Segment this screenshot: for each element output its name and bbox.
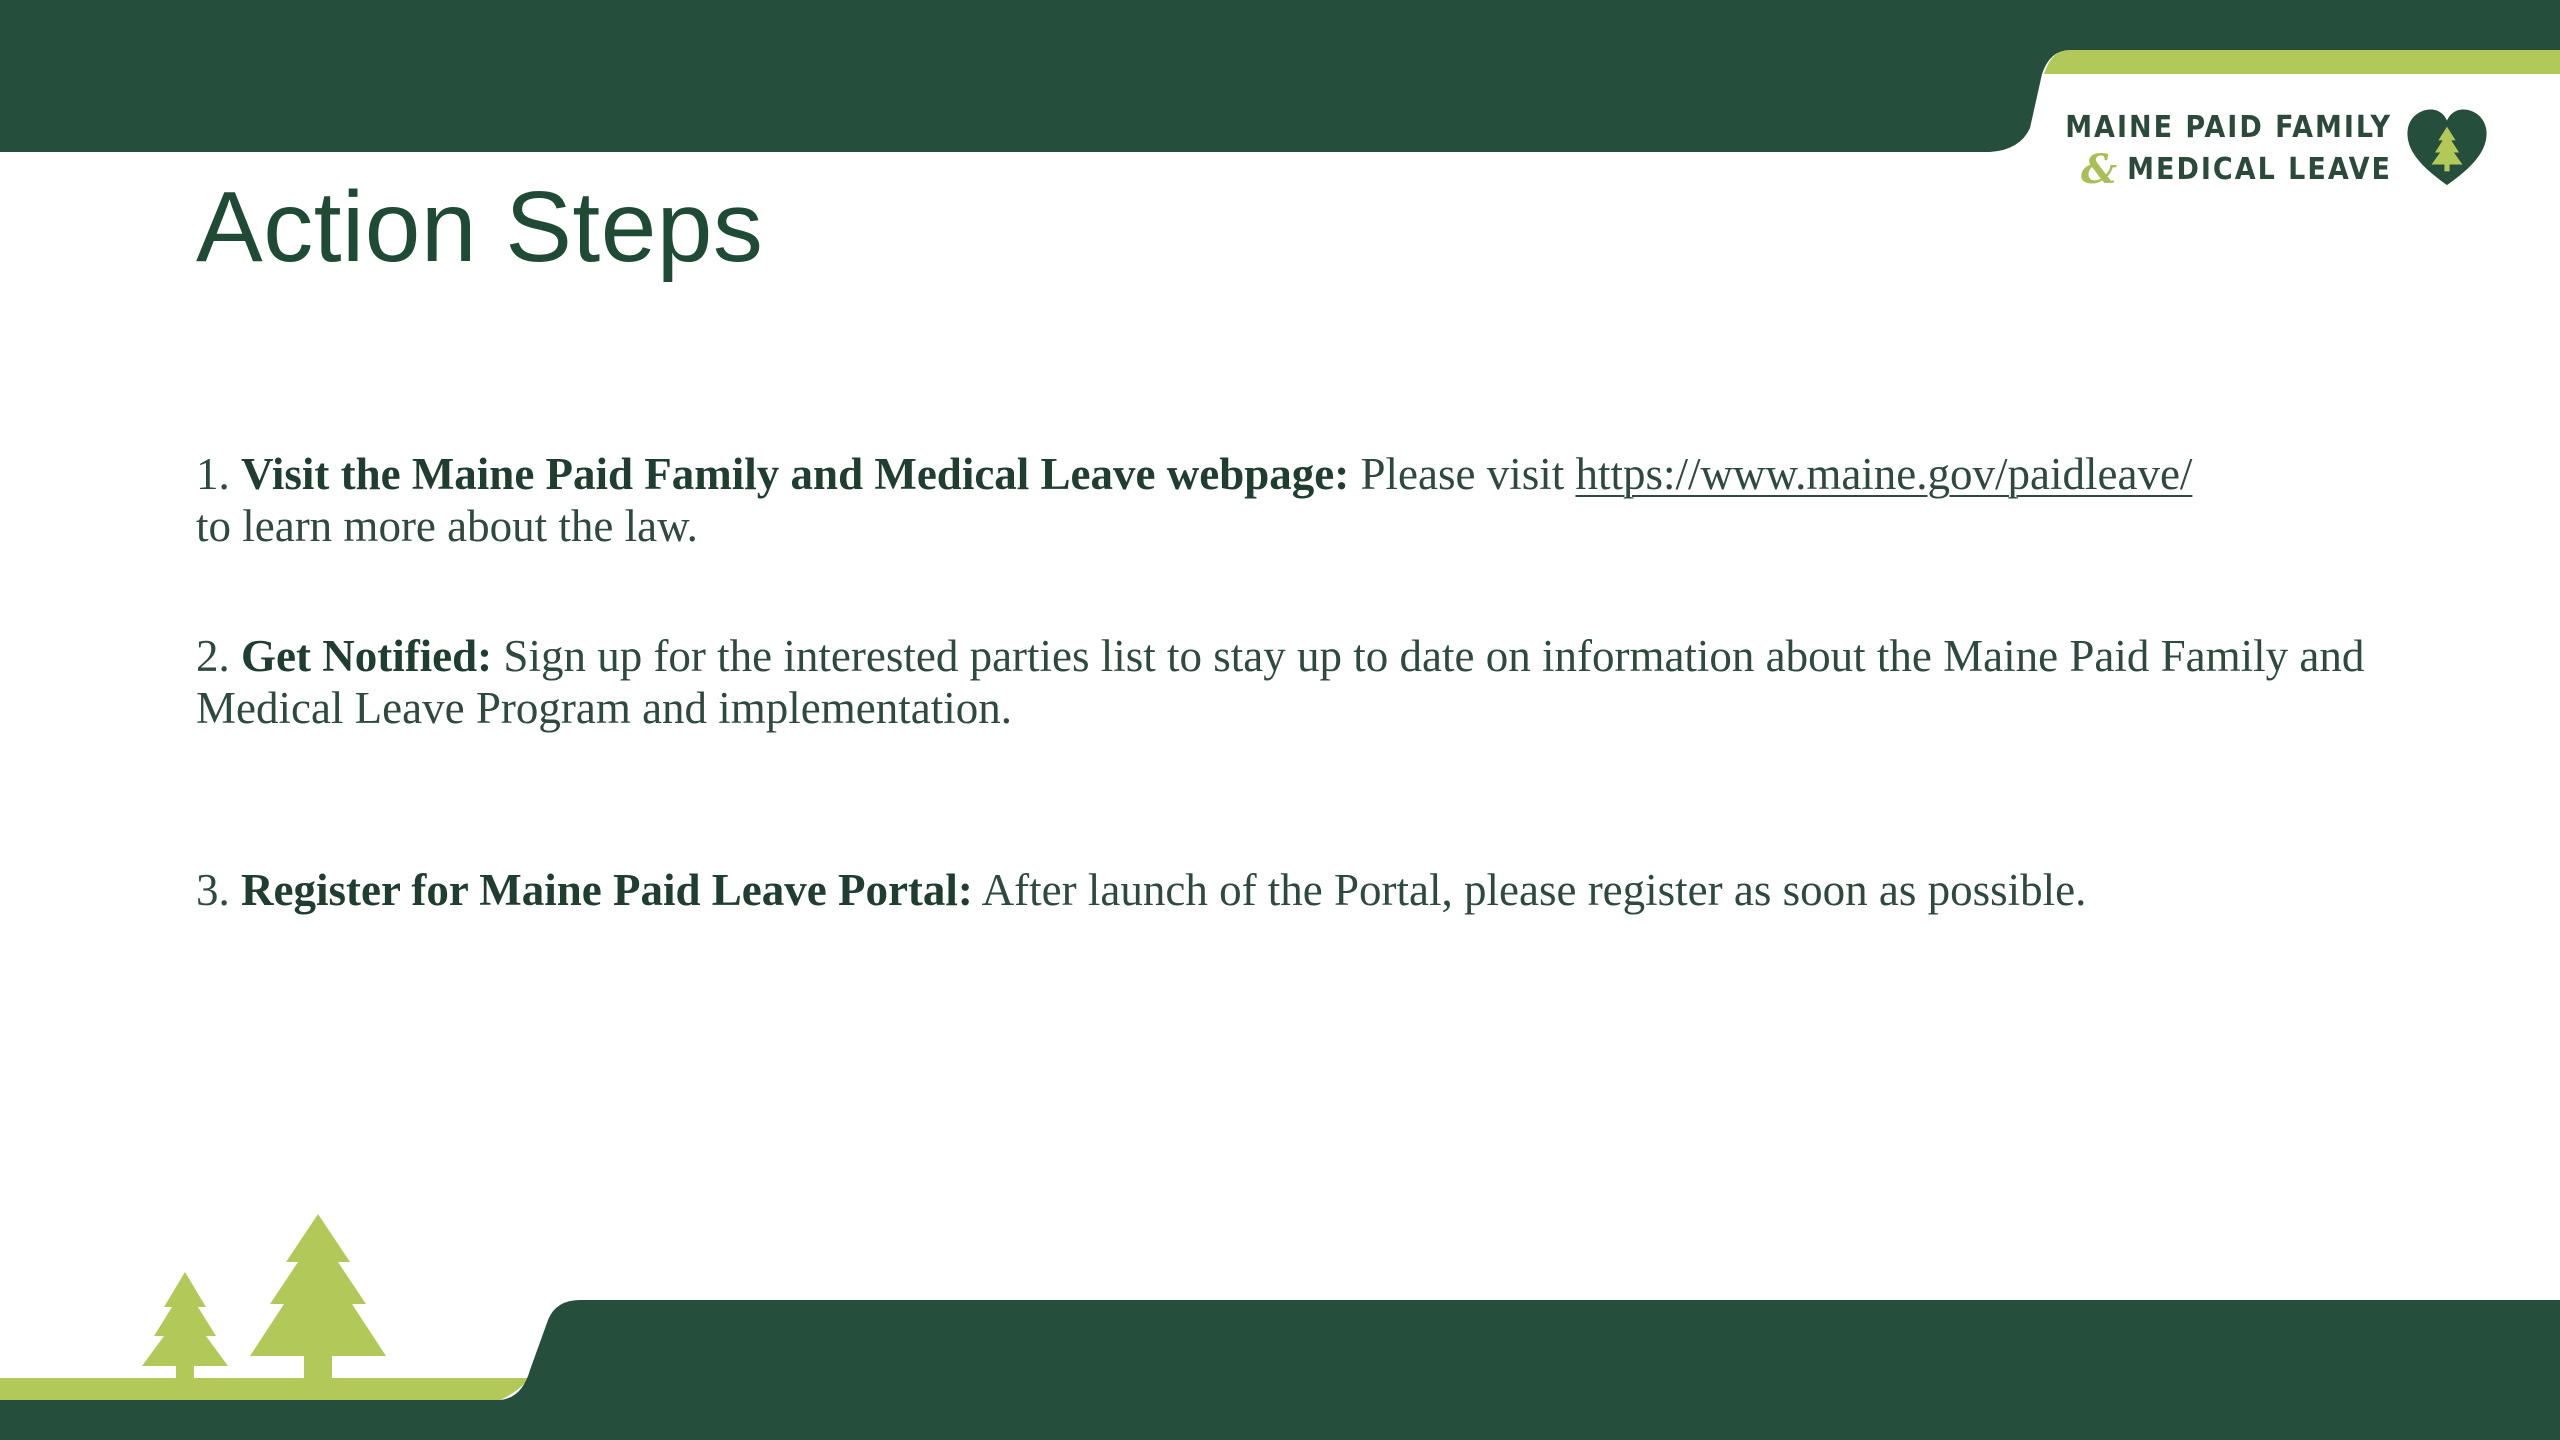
- step-heading: Register for Maine Paid Leave Portal:: [241, 865, 973, 915]
- logo-ampersand: &: [2081, 146, 2120, 193]
- pine-tree-icon: [250, 1214, 386, 1378]
- slide-title: Action Steps: [196, 171, 764, 283]
- step-text: After launch of the Portal, please register as soon as possible.: [981, 865, 2087, 915]
- step-number: 1.: [196, 449, 230, 499]
- step-heading: Visit the Maine Paid Family and Medical Leave webpage:: [241, 449, 1350, 499]
- step-text: Sign up for the interested parties list to stay up to date on information about the Maine Paid Family and Medical Leave Program and implementation.: [196, 631, 2365, 733]
- logo-line-2-row: [2081, 146, 2392, 193]
- logo-line-1: MAINE PAID FAMILY: [2065, 110, 2392, 145]
- logo-wordmark: [2065, 107, 2392, 191]
- step-number: 2.: [196, 631, 230, 681]
- step-text: to learn more about the law.: [196, 501, 698, 551]
- step-heading: Get Notified:: [241, 631, 493, 681]
- bottom-ground-strip: [0, 1378, 530, 1400]
- program-logo: [2065, 104, 2490, 194]
- heart-tree-icon: [2404, 106, 2490, 192]
- step-text: Please visit: [1360, 449, 1565, 499]
- step-2: [196, 630, 2396, 734]
- step-1: [196, 448, 2396, 552]
- paid-leave-webpage-link[interactable]: https://www.maine.gov/paidleave/: [1575, 449, 2193, 499]
- action-steps-list: [196, 448, 2396, 916]
- pine-tree-icon: [142, 1272, 228, 1378]
- top-accent-bar: [2044, 50, 2560, 74]
- logo-line-2: MEDICAL LEAVE: [2127, 152, 2392, 187]
- step-number: 3.: [196, 865, 230, 915]
- step-3: [196, 864, 2396, 916]
- bottom-footer-band: [0, 1300, 2560, 1440]
